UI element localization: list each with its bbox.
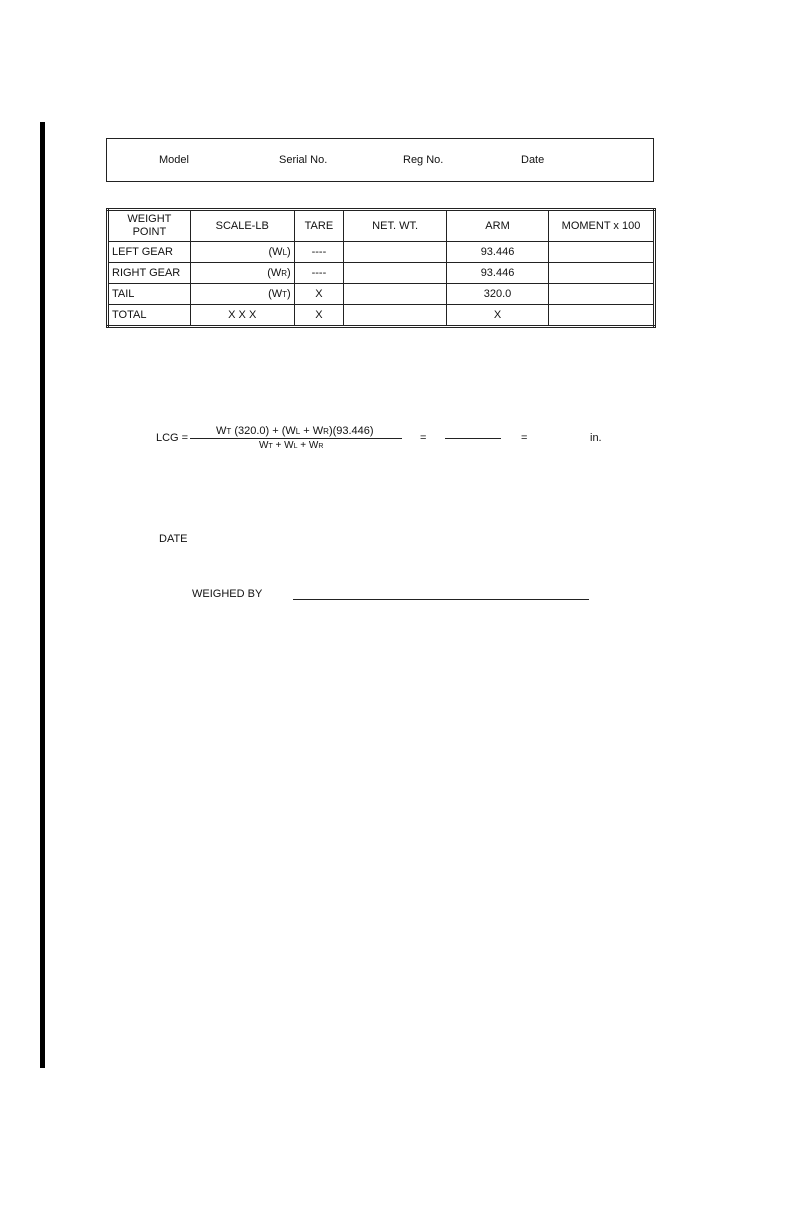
formula-numerator: WT (320.0) + (WL + WR)(93.446) [216,425,374,437]
moment-cell[interactable] [548,263,654,284]
col-tare: TARE [294,210,343,242]
row-point: TOTAL [108,305,191,327]
net-cell[interactable] [344,284,447,305]
weights-table [106,208,656,328]
moment-cell[interactable] [548,242,654,263]
equals-sign-1: = [420,432,427,444]
arm-cell: X [447,305,549,327]
scale-cell: X X X [190,305,294,327]
net-cell[interactable] [344,263,447,284]
col-weight-point: WEIGHT POINT [108,210,191,242]
table-row [108,305,655,327]
scale-cell[interactable]: (WR) [190,263,294,284]
signature-line[interactable] [293,599,589,600]
moment-cell[interactable] [548,305,654,327]
footer-date-label: DATE [159,533,188,545]
reg-label: Reg No. [403,154,444,166]
left-margin-bar [40,122,45,1068]
date-label: Date [521,154,545,166]
lcg-label: LCG = [156,432,189,444]
unit-label: in. [590,432,602,444]
aircraft-info-box [106,138,654,182]
scale-cell[interactable]: (WT) [190,284,294,305]
row-point: LEFT GEAR [108,242,191,263]
net-cell[interactable] [344,305,447,327]
tare-cell: ---- [294,242,343,263]
tare-cell: X [294,305,343,327]
col-arm: ARM [447,210,549,242]
col-moment: MOMENT x 100 [548,210,654,242]
tare-cell: X [294,284,343,305]
tare-cell: ---- [294,263,343,284]
formula-denominator: WT + WL + WR [259,440,324,451]
table-row [108,242,655,263]
model-label: Model [159,154,189,166]
moment-cell[interactable] [548,284,654,305]
row-point: TAIL [108,284,191,305]
table-row [108,284,655,305]
weighed-by-label: WEIGHED BY [192,588,263,600]
col-scale: SCALE-LB [190,210,294,242]
serial-label: Serial No. [279,154,328,166]
col-net: NET. WT. [344,210,447,242]
moment-blank-line[interactable] [445,438,501,439]
equals-sign-2: = [521,432,528,444]
scale-cell[interactable]: (WL) [190,242,294,263]
table-row [108,263,655,284]
arm-cell: 93.446 [447,242,549,263]
table-header-row [108,210,655,242]
arm-cell: 320.0 [447,284,549,305]
arm-cell: 93.446 [447,263,549,284]
fraction-bar [190,438,402,439]
net-cell[interactable] [344,242,447,263]
row-point: RIGHT GEAR [108,263,191,284]
